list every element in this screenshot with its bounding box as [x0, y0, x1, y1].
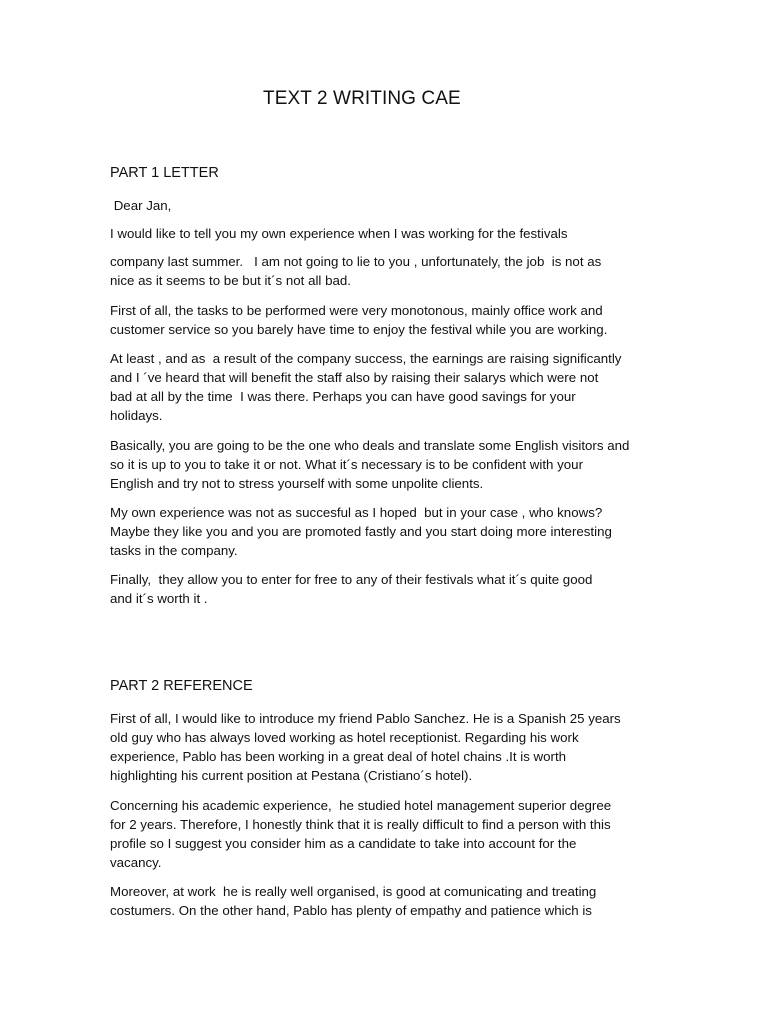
paragraph-line: and it´s worth it .: [110, 591, 208, 606]
paragraph-line: profile so I suggest you consider him as a candidate to take into account for the: [110, 836, 577, 851]
paragraph-line: customer service so you barely have time to enjoy the festival while you are working.: [110, 322, 608, 337]
part1-paragraph: [110, 252, 658, 290]
paragraph-line: experience, Pablo has been working in a great deal of hotel chains .It is worth: [110, 749, 567, 764]
paragraph-line: vacancy.: [110, 855, 162, 870]
paragraph-line: for 2 years. Therefore, I honestly think that it is really difficult to find a person with this: [110, 817, 611, 832]
paragraph-line: English and try not to stress yourself with some unpolite clients.: [110, 476, 484, 491]
paragraph-line: Moreover, at work he is really well organised, is good at comunicating and treating: [110, 884, 597, 899]
part1-paragraph: [110, 436, 658, 493]
paragraph-line: I would like to tell you my own experience when I was working for the festivals: [110, 226, 568, 241]
part1-heading: PART 1 LETTER: [110, 165, 219, 181]
part2-paragraph: [110, 796, 658, 872]
paragraph-line: At least , and as a result of the company success, the earnings are raising significantly: [110, 351, 622, 366]
paragraph-line: highlighting his current position at Pestana (Cristiano´s hotel).: [110, 768, 473, 783]
paragraph-line: Dear Jan,: [110, 198, 172, 213]
part2-paragraph: [110, 709, 658, 785]
paragraph-line: bad at all by the time I was there. Perhaps you can have good savings for your: [110, 389, 576, 404]
paragraph-line: so it is up to you to take it or not. What it´s necessary is to be confident with your: [110, 457, 584, 472]
document-title: TEXT 2 WRITING CAE: [263, 88, 461, 109]
paragraph-line: and I ´ve heard that will benefit the staff also by raising their salarys which were not: [110, 370, 599, 385]
part1-paragraph: [110, 503, 658, 560]
paragraph-line: First of all, I would like to introduce my friend Pablo Sanchez. He is a Spanish 25 years: [110, 711, 621, 726]
paragraph-line: old guy who has always loved working as hotel receptionist. Regarding his work: [110, 730, 579, 745]
part1-paragraph: [110, 349, 658, 425]
paragraph-line: costumers. On the other hand, Pablo has plenty of empathy and patience which is: [110, 903, 592, 918]
part2-heading: PART 2 REFERENCE: [110, 678, 253, 694]
paragraph-line: My own experience was not as succesful as I hoped but in your case , who knows?: [110, 505, 603, 520]
paragraph-line: tasks in the company.: [110, 543, 238, 558]
paragraph-line: Concerning his academic experience, he studied hotel management superior degree: [110, 798, 612, 813]
paragraph-line: Maybe they like you and you are promoted fastly and you start doing more interesting: [110, 524, 612, 539]
paragraph-line: holidays.: [110, 408, 163, 423]
part1-paragraph: [110, 570, 658, 608]
paragraph-line: nice as it seems to be but it´s not all bad.: [110, 273, 351, 288]
paragraph-line: Finally, they allow you to enter for free to any of their festivals what it´s quite good: [110, 572, 593, 587]
paragraph-line: Basically, you are going to be the one who deals and translate some English visitors and: [110, 438, 630, 453]
part2-paragraph: [110, 882, 658, 920]
part1-paragraph: [110, 301, 658, 339]
part1-paragraph: [110, 224, 658, 243]
paragraph-line: First of all, the tasks to be performed were very monotonous, mainly office work and: [110, 303, 603, 318]
paragraph-line: company last summer. I am not going to lie to you , unfortunately, the job is not as: [110, 254, 602, 269]
part1-paragraph: [110, 196, 658, 215]
